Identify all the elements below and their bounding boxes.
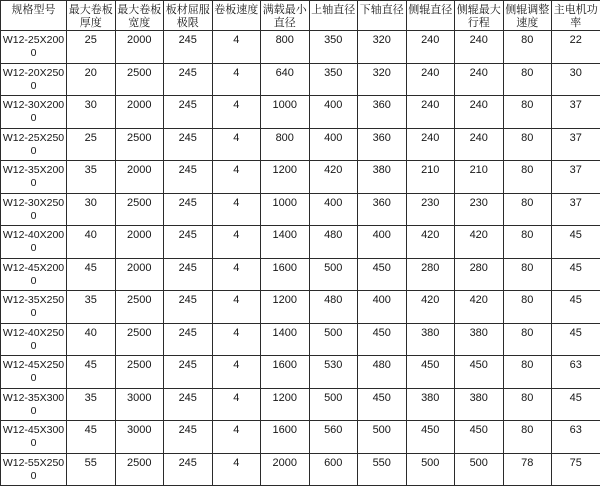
value-cell: 380 [406, 388, 455, 421]
value-cell: 1600 [261, 356, 310, 389]
value-cell: 45 [552, 226, 600, 259]
value-cell: 400 [309, 193, 358, 226]
value-cell: 800 [261, 128, 310, 161]
value-cell: 80 [503, 323, 552, 356]
value-cell: 245 [164, 291, 213, 324]
value-cell: 80 [503, 388, 552, 421]
table-header [1, 1, 600, 31]
value-cell: 240 [406, 128, 455, 161]
value-cell: 210 [455, 161, 504, 194]
value-cell: 480 [309, 226, 358, 259]
value-cell: 45 [552, 323, 600, 356]
value-cell: 360 [358, 96, 407, 129]
value-cell: 380 [358, 161, 407, 194]
value-cell: 450 [455, 356, 504, 389]
value-cell: 1200 [261, 388, 310, 421]
value-cell: 2000 [115, 226, 164, 259]
model-cell: W12-25X2500 [1, 128, 67, 161]
table-row [1, 323, 600, 356]
table-row [1, 96, 600, 129]
column-header-3: 板材屈服极限 [164, 1, 213, 31]
model-cell: W12-55X2500 [1, 453, 67, 486]
table-row [1, 453, 600, 486]
value-cell: 1400 [261, 226, 310, 259]
value-cell: 420 [455, 291, 504, 324]
value-cell: 245 [164, 128, 213, 161]
model-cell: W12-30X2500 [1, 193, 67, 226]
model-cell: W12-20X2500 [1, 63, 67, 96]
value-cell: 35 [67, 291, 116, 324]
value-cell: 400 [309, 96, 358, 129]
value-cell: 245 [164, 453, 213, 486]
value-cell: 37 [552, 193, 600, 226]
value-cell: 2500 [115, 453, 164, 486]
value-cell: 380 [406, 323, 455, 356]
table-row [1, 258, 600, 291]
value-cell: 30 [552, 63, 600, 96]
column-header-9: 侧辊最大行程 [455, 1, 504, 31]
value-cell: 78 [503, 453, 552, 486]
value-cell: 420 [406, 226, 455, 259]
value-cell: 80 [503, 226, 552, 259]
value-cell: 1200 [261, 291, 310, 324]
model-cell: W12-35X2000 [1, 161, 67, 194]
value-cell: 63 [552, 421, 600, 454]
value-cell: 1000 [261, 96, 310, 129]
value-cell: 1200 [261, 161, 310, 194]
value-cell: 80 [503, 291, 552, 324]
value-cell: 245 [164, 388, 213, 421]
value-cell: 350 [309, 31, 358, 64]
value-cell: 245 [164, 96, 213, 129]
value-cell: 500 [455, 453, 504, 486]
value-cell: 380 [455, 388, 504, 421]
value-cell: 420 [406, 291, 455, 324]
value-cell: 450 [358, 323, 407, 356]
value-cell: 2500 [115, 323, 164, 356]
column-header-8: 侧辊直径 [406, 1, 455, 31]
table-row [1, 421, 600, 454]
value-cell: 4 [212, 128, 261, 161]
column-header-4: 卷板速度 [212, 1, 261, 31]
value-cell: 80 [503, 258, 552, 291]
value-cell: 450 [358, 388, 407, 421]
table-row [1, 193, 600, 226]
value-cell: 25 [67, 31, 116, 64]
value-cell: 80 [503, 31, 552, 64]
value-cell: 240 [406, 31, 455, 64]
value-cell: 3000 [115, 421, 164, 454]
value-cell: 320 [358, 63, 407, 96]
value-cell: 240 [455, 128, 504, 161]
value-cell: 2500 [115, 356, 164, 389]
value-cell: 240 [406, 96, 455, 129]
value-cell: 480 [358, 356, 407, 389]
value-cell: 80 [503, 421, 552, 454]
value-cell: 55 [67, 453, 116, 486]
column-header-7: 下轴直径 [358, 1, 407, 31]
value-cell: 37 [552, 128, 600, 161]
value-cell: 4 [212, 63, 261, 96]
value-cell: 400 [358, 226, 407, 259]
value-cell: 360 [358, 128, 407, 161]
value-cell: 2000 [115, 31, 164, 64]
value-cell: 4 [212, 96, 261, 129]
value-cell: 75 [552, 453, 600, 486]
value-cell: 280 [406, 258, 455, 291]
value-cell: 80 [503, 63, 552, 96]
value-cell: 245 [164, 226, 213, 259]
value-cell: 245 [164, 258, 213, 291]
value-cell: 245 [164, 323, 213, 356]
value-cell: 45 [552, 291, 600, 324]
table-row [1, 291, 600, 324]
value-cell: 450 [455, 421, 504, 454]
model-cell: W12-40X2000 [1, 226, 67, 259]
value-cell: 45 [67, 356, 116, 389]
value-cell: 4 [212, 291, 261, 324]
model-cell: W12-45X2000 [1, 258, 67, 291]
value-cell: 245 [164, 63, 213, 96]
table-row [1, 161, 600, 194]
value-cell: 450 [358, 258, 407, 291]
value-cell: 500 [358, 421, 407, 454]
value-cell: 35 [67, 161, 116, 194]
value-cell: 3000 [115, 388, 164, 421]
value-cell: 63 [552, 356, 600, 389]
value-cell: 245 [164, 31, 213, 64]
value-cell: 560 [309, 421, 358, 454]
table-row [1, 226, 600, 259]
table-header-row [1, 1, 600, 31]
value-cell: 320 [358, 31, 407, 64]
value-cell: 400 [358, 291, 407, 324]
value-cell: 500 [406, 453, 455, 486]
value-cell: 245 [164, 356, 213, 389]
value-cell: 500 [309, 258, 358, 291]
column-header-6: 上轴直径 [309, 1, 358, 31]
model-cell: W12-35X2500 [1, 291, 67, 324]
table-row [1, 356, 600, 389]
value-cell: 80 [503, 193, 552, 226]
value-cell: 550 [358, 453, 407, 486]
value-cell: 230 [455, 193, 504, 226]
value-cell: 45 [67, 421, 116, 454]
value-cell: 80 [503, 356, 552, 389]
value-cell: 80 [503, 96, 552, 129]
value-cell: 500 [309, 388, 358, 421]
value-cell: 4 [212, 453, 261, 486]
value-cell: 380 [455, 323, 504, 356]
value-cell: 280 [455, 258, 504, 291]
value-cell: 530 [309, 356, 358, 389]
value-cell: 2000 [115, 161, 164, 194]
value-cell: 45 [552, 258, 600, 291]
value-cell: 600 [309, 453, 358, 486]
value-cell: 640 [261, 63, 310, 96]
value-cell: 45 [552, 388, 600, 421]
value-cell: 1600 [261, 421, 310, 454]
model-cell: W12-40X2500 [1, 323, 67, 356]
value-cell: 800 [261, 31, 310, 64]
value-cell: 35 [67, 388, 116, 421]
value-cell: 4 [212, 226, 261, 259]
model-cell: W12-45X2500 [1, 356, 67, 389]
value-cell: 45 [67, 258, 116, 291]
value-cell: 80 [503, 128, 552, 161]
column-header-5: 满载最小直径 [261, 1, 310, 31]
value-cell: 450 [406, 356, 455, 389]
value-cell: 2000 [261, 453, 310, 486]
value-cell: 37 [552, 96, 600, 129]
value-cell: 40 [67, 323, 116, 356]
value-cell: 4 [212, 421, 261, 454]
table-body [1, 31, 600, 486]
value-cell: 450 [406, 421, 455, 454]
value-cell: 4 [212, 258, 261, 291]
value-cell: 2500 [115, 128, 164, 161]
value-cell: 245 [164, 421, 213, 454]
value-cell: 4 [212, 193, 261, 226]
table-row [1, 128, 600, 161]
value-cell: 4 [212, 31, 261, 64]
value-cell: 4 [212, 161, 261, 194]
value-cell: 4 [212, 356, 261, 389]
column-header-1: 最大卷板厚度 [67, 1, 116, 31]
value-cell: 30 [67, 96, 116, 129]
value-cell: 210 [406, 161, 455, 194]
column-header-11: 主电机功率 [552, 1, 600, 31]
value-cell: 20 [67, 63, 116, 96]
value-cell: 2000 [115, 96, 164, 129]
column-header-10: 侧辊调整速度 [503, 1, 552, 31]
value-cell: 230 [406, 193, 455, 226]
value-cell: 420 [309, 161, 358, 194]
value-cell: 240 [455, 31, 504, 64]
column-header-2: 最大卷板宽度 [115, 1, 164, 31]
value-cell: 480 [309, 291, 358, 324]
table-row [1, 31, 600, 64]
value-cell: 4 [212, 323, 261, 356]
value-cell: 240 [455, 96, 504, 129]
value-cell: 240 [455, 63, 504, 96]
model-cell: W12-35X3000 [1, 388, 67, 421]
value-cell: 1600 [261, 258, 310, 291]
value-cell: 420 [455, 226, 504, 259]
value-cell: 4 [212, 388, 261, 421]
value-cell: 22 [552, 31, 600, 64]
value-cell: 2000 [115, 258, 164, 291]
value-cell: 360 [358, 193, 407, 226]
value-cell: 400 [309, 128, 358, 161]
value-cell: 2500 [115, 291, 164, 324]
value-cell: 1000 [261, 193, 310, 226]
table-row [1, 63, 600, 96]
value-cell: 2500 [115, 63, 164, 96]
value-cell: 30 [67, 193, 116, 226]
table-row [1, 388, 600, 421]
value-cell: 2500 [115, 193, 164, 226]
column-header-0: 规格型号 [1, 1, 67, 31]
model-cell: W12-45X3000 [1, 421, 67, 454]
value-cell: 40 [67, 226, 116, 259]
value-cell: 245 [164, 193, 213, 226]
value-cell: 25 [67, 128, 116, 161]
value-cell: 240 [406, 63, 455, 96]
value-cell: 245 [164, 161, 213, 194]
value-cell: 350 [309, 63, 358, 96]
value-cell: 500 [309, 323, 358, 356]
model-cell: W12-30X2000 [1, 96, 67, 129]
value-cell: 1400 [261, 323, 310, 356]
model-cell: W12-25X2000 [1, 31, 67, 64]
value-cell: 37 [552, 161, 600, 194]
value-cell: 80 [503, 161, 552, 194]
